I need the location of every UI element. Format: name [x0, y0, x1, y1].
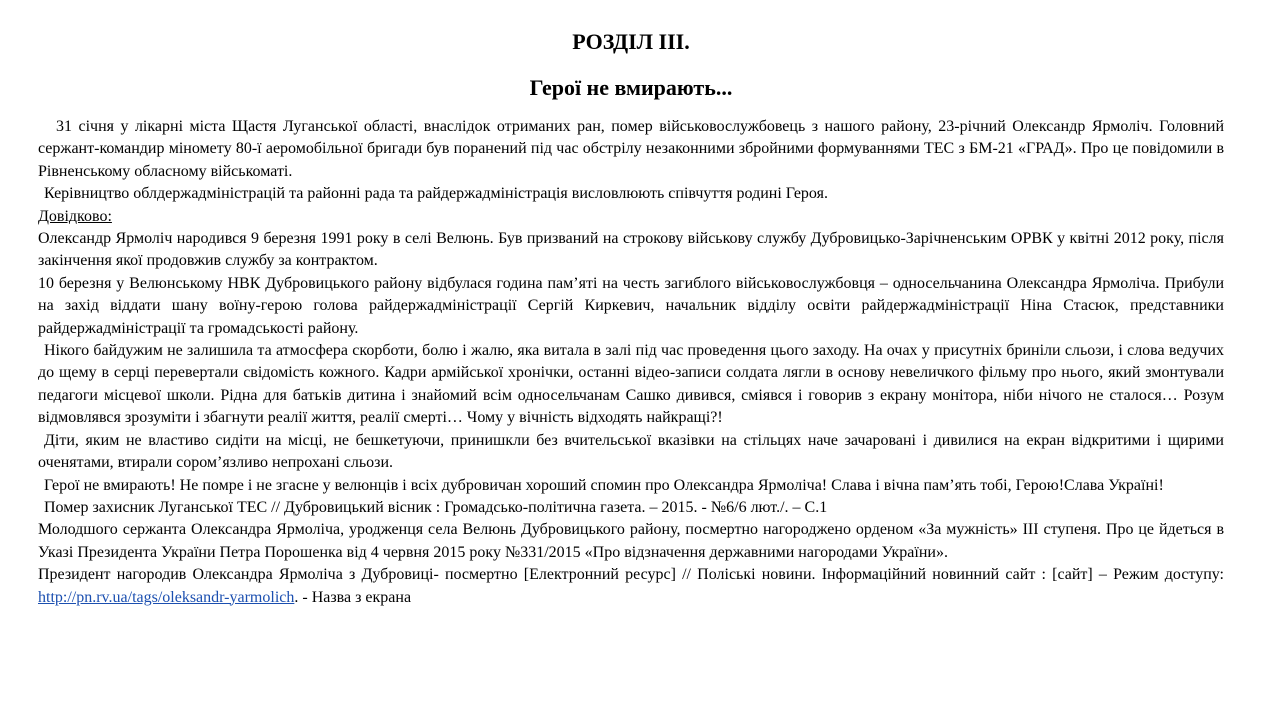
paragraph-heroes-never-die: Герої не вмирають! Не помре і не згасне у велюнців і всіх дубровичан хороший спомин про Олександра Ярмоліча! Слава і вічна пам’ять тобі, Герою!Слава Україні! [44, 476, 1164, 494]
document-page [38, 28, 1224, 609]
paragraph-atmosphere: Нікого байдужим не залишила та атмосфера скорботи, болю і жалю, яка витала в залі під час проведення цього заходу. На очах у присутніх бриніли сльози, і слова ведучих до щему в серці перевертали свідомість кожного. Кадри армійської хронічки, останні відео-записи солдата лягли в основу невеличкого фільму про нього, який змонтували педагоги місцевої школи. Рідна для батьків дитина і знайомий всім односельчанам Сашко дивився, сміявся і говорив з екрану монітора, ніби нічого не сталося… Розум відмовлявся зрозуміти і збагнути реалії життя, реалії смерті… Чому у вічність відходять найкращі?! [38, 342, 1224, 427]
paragraph-children: Діти, яким не властиво сидіти на місці, не бешкетуючи, принишкли без вчительської вказівки на стільцях наче зачаровані і дивилися на екран відкритими і щирими оченятами, втирали сором’язливо непрохані сльози. [38, 431, 1224, 472]
citation-website-tail: . - Назва з екрана [294, 588, 412, 606]
paragraph-award: Молодшого сержанта Олександра Ярмоліча, уродженця села Велюнь Дубровицького району, посмертно нагороджено орденом «За мужність» ІІІ ступеня. Про це йдеться в Указі Президента України Петра Порошенка від 4 червня 2015 року №331/2015 «Про відзначення державними нагородами України». [38, 521, 1224, 561]
paragraph-condolences: Керівництво облдержадміністрацій та районні рада та райдержадміністрація висловлюють співчуття родині Героя. [44, 185, 828, 203]
citation-newspaper: Помер захисник Луганської ТЕС // Дубровицький вісник : Громадсько-політична газета. – 2015. - №6/6 лют./. – С.1 [44, 498, 828, 516]
reference-label: Довідково: [38, 207, 112, 225]
section-heading: РОЗДІЛ ІІІ. [572, 29, 690, 54]
paragraph-biography: Олександр Ярмоліч народився 9 березня 1991 року в селі Велюнь. Був призваний на строкову військову службу Дубровицько-Зарічненським ОРВК у квітні 2012 року, після закінчення якої продовжив службу за контрактом. [38, 230, 1224, 270]
citation-website [38, 564, 1224, 609]
source-link[interactable]: http://pn.rv.ua/tags/oleksandr-yarmolich [38, 588, 295, 606]
paragraph-death-report: 31 січня у лікарні міста Щастя Луганської області, внаслідок отриманих ран, помер військовослужбовець з нашого району, 23-річний Олександр Ярмоліч. Головний сержант-командир міномету 80-ї аеромобільної бригади був поранений під час обстрілу незаконними збройними формуваннями ТЕС з БМ-21 «ГРАД». Про це повідомили в Рівненському обласному військоматі. [38, 118, 1224, 180]
paragraph-memorial-hour: 10 березня у Велюнському НВК Дубровицького району відбулася година пам’яті на честь загиблого військовослужбовця – односельчанина Олександра Ярмоліча. Прибули на захід віддати шану воїну-герою голова райдержадміністрації Сергій Киркевич, начальник відділу освіти райдержадміністрації Ніна Стасюк, представники райдержадміністрації та громадськості району. [38, 274, 1224, 337]
citation-website-text: Президент нагородив Олександра Ярмоліча з Дубровиці- посмертно [Електронний ресурс] // Поліські новини. Інформаційний новинний сайт : [сайт] – Режим доступу: [38, 566, 1224, 584]
section-subheading: Герої не вмирають... [529, 75, 733, 100]
document-body [38, 116, 1224, 609]
